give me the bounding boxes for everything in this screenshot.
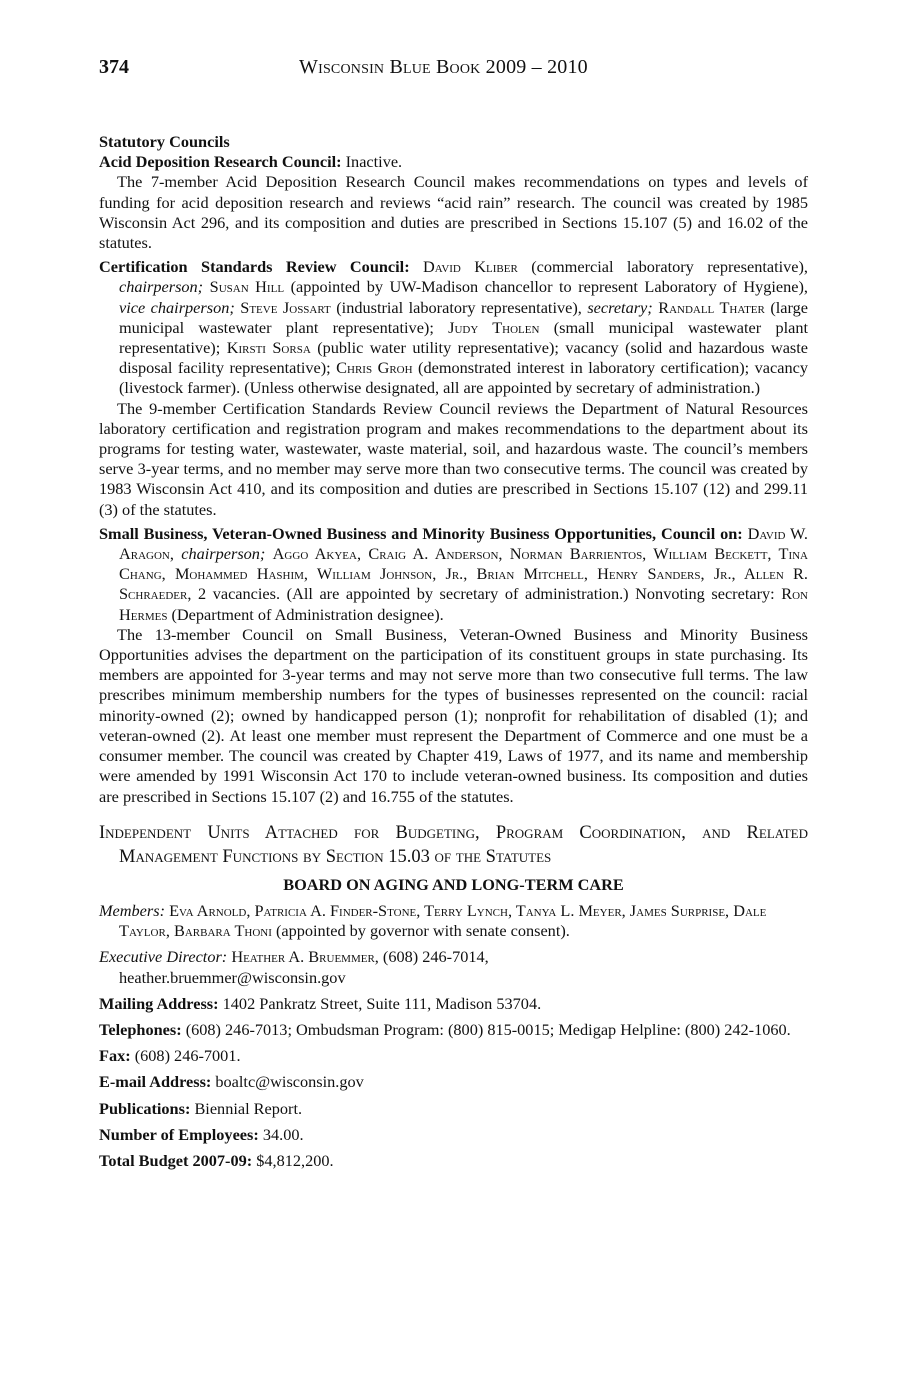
mailing-address xyxy=(99,994,808,1014)
mailing-label: Mailing Address: xyxy=(99,993,219,1013)
page-header xyxy=(99,52,808,92)
small-business-council-entry: Small Business, Veteran-Owned Business and Minority Business Opportunities, Council on: David W. Aragon, chairperson; Aggo Akyea, Craig A. Anderson, Norman Barrientos, William Beckett, Tina Chang, Mohammed Hashim, William Johnson, Jr., Brian Mitchell, Henry Sanders, Jr., Allen R. Schraeder, 2 vacancies. (All are appointed by secretary of administration.) Nonvoting secretary: Ron Hermes (Department of Administration designee). xyxy=(99,523,809,624)
pubs-value: Biennial Report. xyxy=(190,1098,303,1118)
number-of-employees xyxy=(99,1125,808,1145)
member-desc: (public water utility representative); vacancy (solid and hazardous waste disposal facility representative); xyxy=(119,338,809,378)
total-budget xyxy=(99,1151,808,1171)
acid-council-description: The 7-member Acid Deposition Research Council makes recommendations on types and levels of funding for acid deposition research and reviews “acid rain” research. The council was created by 1985 Wisconsin Act 296, and its composition and duties are prescribed in Sections 15.107 (5) and 16.02 of the statutes. xyxy=(99,172,808,253)
phones-label: Telephones: xyxy=(99,1019,182,1039)
cert-council-description: The 9-member Certification Standards Review Council reviews the Department of Natural Resources laboratory certification and registration program and makes recommendations to the department about its programs for testing water, wastewater, waste material, soil, and hazardous waste. The council’s members serve 3-year terms, and no member may serve more than two consecutive terms. The council was created by 1983 Wisconsin Act 410, and its composition and duties are prescribed in Sections 15.107 (12) and 299.11 (3) of the statutes. xyxy=(99,398,808,519)
acid-council-entry xyxy=(99,152,808,172)
fax xyxy=(99,1046,808,1066)
page-content xyxy=(99,132,808,1171)
employees-label: Number of Employees: xyxy=(99,1124,259,1144)
member-list: Eva Arnold, Patricia A. Finder-Stone, Terry Lynch, Tanya L. Meyer, James Surprise, Dale Taylor, Barbara Thoni xyxy=(119,900,767,941)
budget-value: $4,812,200. xyxy=(252,1150,334,1170)
member-name: David Kliber xyxy=(423,257,518,277)
member-name: Judy Tholen xyxy=(448,317,540,337)
board-title: BOARD ON AGING AND LONG-TERM CARE xyxy=(283,874,624,894)
small-business-council-title: Small Business, Veteran-Owned Business and Minority Business Opportunities, Council on: xyxy=(99,523,743,543)
email-label: E-mail Address: xyxy=(99,1072,212,1092)
member-name: Susan Hill xyxy=(209,277,285,297)
exec-label: Executive Director: xyxy=(99,947,228,967)
phones-value: (608) 246-7013; Ombudsman Program: (800) 815-0015; Medigap Helpline: (800) 242-1060. xyxy=(181,1019,791,1039)
member-name: Kirsti Sorsa xyxy=(226,338,311,358)
email-address xyxy=(99,1072,808,1092)
section-heading-statutory: Statutory Councils xyxy=(99,132,230,151)
page-number: 374 xyxy=(99,56,129,78)
email-value: boaltc@wisconsin.gov xyxy=(211,1072,364,1092)
section-heading-independent-units: Independent Units Attached for Budgeting, Program Coordination, and Related Management Functions by Section 15.03 of the Statutes xyxy=(99,822,808,867)
members-note: (appointed by governor with senate consent). xyxy=(271,921,570,941)
member-desc: (industrial laboratory representative), xyxy=(330,297,588,317)
member-role: chairperson; xyxy=(119,277,204,297)
member-name: Ron Hermes xyxy=(119,584,808,624)
running-head: Wisconsin Blue Book 2009 – 2010 xyxy=(299,56,588,78)
member-name: Steve Jossart xyxy=(240,297,331,317)
telephones xyxy=(99,1020,808,1040)
acid-council-status: Inactive. xyxy=(341,152,403,172)
fax-value: (608) 246-7001. xyxy=(130,1046,241,1066)
member-desc: (large municipal wastewater plant representative); xyxy=(119,297,809,337)
member-role: secretary; xyxy=(587,297,653,317)
exec-email: heather.bruemmer@wisconsin.gov xyxy=(119,967,346,987)
member-desc: (commercial laboratory representative), xyxy=(517,257,808,277)
small-business-council-description: The 13-member Council on Small Business, Veteran-Owned Business and Minority Business Opportunities advises the department on the participation of its constituent groups in state purchasing. Its members are appointed for 3-year terms and may not serve more than two consecutive full terms. The law prescribes minimum membership numbers for the types of businesses represented on the council: racial minority-owned (2); owned by handicapped person (1); nonprofit for rehabilitation of disabled (1); and veteran-owned (2). At least one member must represent the Department of Commerce and one must be a consumer member. The council was created by Chapter 419, Laws of 1977, and its name and membership were amended by 1991 Wisconsin Act 170 to include veteran-owned business. Its composition and duties are prescribed in Sections 15.107 (2) and 16.755 of the statutes. xyxy=(99,624,808,806)
member-desc: (Department of Administration designee). xyxy=(167,604,444,624)
member-name: David W. Aragon xyxy=(119,523,808,564)
exec-name: Heather A. Bruemmer xyxy=(231,947,375,967)
acid-council-title: Acid Deposition Research Council: xyxy=(99,152,342,172)
member-list: Aggo Akyea, Craig A. Anderson, Norman Barrientos, William Beckett, Tina Chang, Mohammed Hashim, William Johnson, Jr., Brian Mitchell, Henry Sanders, Jr., Allen R. Schraeder xyxy=(119,544,809,604)
member-desc: (demonstrated interest in laboratory certification); vacancy (livestock farmer). (Unless otherwise designated, all are appointed by secretary of administration.) xyxy=(119,358,808,398)
cert-council-entry xyxy=(99,257,808,398)
executive-director xyxy=(99,947,808,987)
member-desc: (small municipal wastewater plant representative); xyxy=(119,317,808,358)
pubs-label: Publications: xyxy=(99,1098,191,1118)
exec-contact: , (608) 246-7014, xyxy=(374,947,489,967)
mailing-value: 1402 Pankratz Street, Suite 111, Madison 53704. xyxy=(218,993,542,1013)
board-members xyxy=(99,901,808,941)
page xyxy=(99,52,808,1171)
cert-council-title: Certification Standards Review Council: xyxy=(99,257,410,277)
member-desc: , 2 vacancies. (All are appointed by secretary of administration.) Nonvoting secretary: xyxy=(187,584,782,604)
member-name: Randall Thater xyxy=(658,297,765,317)
member-desc: (appointed by UW-Madison chancellor to represent Laboratory of Hygiene), xyxy=(284,277,808,297)
budget-label: Total Budget 2007-09: xyxy=(99,1150,253,1170)
member-name: Chris Groh xyxy=(336,358,413,378)
member-role: vice chairperson; xyxy=(119,297,235,317)
publications xyxy=(99,1099,808,1119)
member-role: chairperson; xyxy=(181,544,266,564)
members-label: Members: xyxy=(99,900,166,920)
fax-label: Fax: xyxy=(99,1046,131,1066)
employees-value: 34.00. xyxy=(258,1124,304,1144)
